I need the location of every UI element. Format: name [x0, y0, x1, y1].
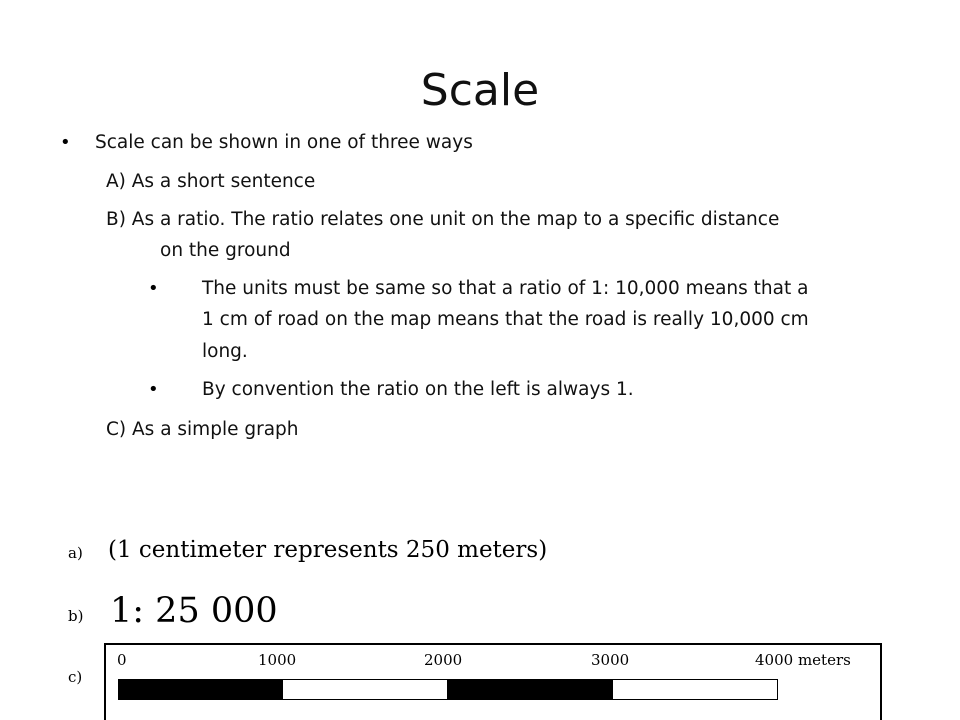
scale-tick-label: 1000 — [258, 651, 297, 669]
scale-bar-segment — [118, 679, 283, 700]
scale-bar-segment — [613, 679, 778, 700]
sub-bullet-dot: • — [148, 379, 159, 400]
sub-bullet-text-line2: 1 cm of road on the map means that the road is really 10,000 cm — [202, 309, 809, 330]
figure-label-b: b) — [68, 607, 84, 625]
figure-label-a: a) — [68, 544, 83, 562]
scale-sentence: (1 centimeter represents 250 meters) — [108, 537, 548, 563]
sub-bullet-dot: • — [148, 278, 159, 299]
bullet-text: Scale can be shown in one of three ways — [95, 132, 473, 153]
bullet-dot: • — [60, 132, 71, 153]
scale-tick-label: 4000 meters — [755, 651, 851, 669]
page-title: Scale — [420, 65, 540, 116]
sub-bullet-text: By convention the ratio on the left is always 1. — [202, 379, 634, 400]
scale-bar-segment — [448, 679, 613, 700]
item-a-text: A) As a short sentence — [106, 171, 316, 192]
scale-ratio: 1: 25 000 — [110, 591, 278, 631]
scale-tick-label: 0 — [117, 651, 127, 669]
scale-bar-segment — [283, 679, 448, 700]
item-c-text: C) As a simple graph — [106, 419, 299, 440]
figure-label-c: c) — [68, 668, 83, 686]
scale-tick-label: 2000 — [424, 651, 463, 669]
sub-bullet-text-line1: The units must be same so that a ratio of 1: 10,000 means that a — [202, 278, 809, 299]
sub-bullet-text-line3: long. — [202, 341, 248, 362]
item-b-text-line2: on the ground — [160, 240, 291, 261]
scale-tick-label: 3000 — [591, 651, 630, 669]
item-b-text-line1: B) As a ratio. The ratio relates one unit on the map to a specific distance — [106, 209, 780, 230]
